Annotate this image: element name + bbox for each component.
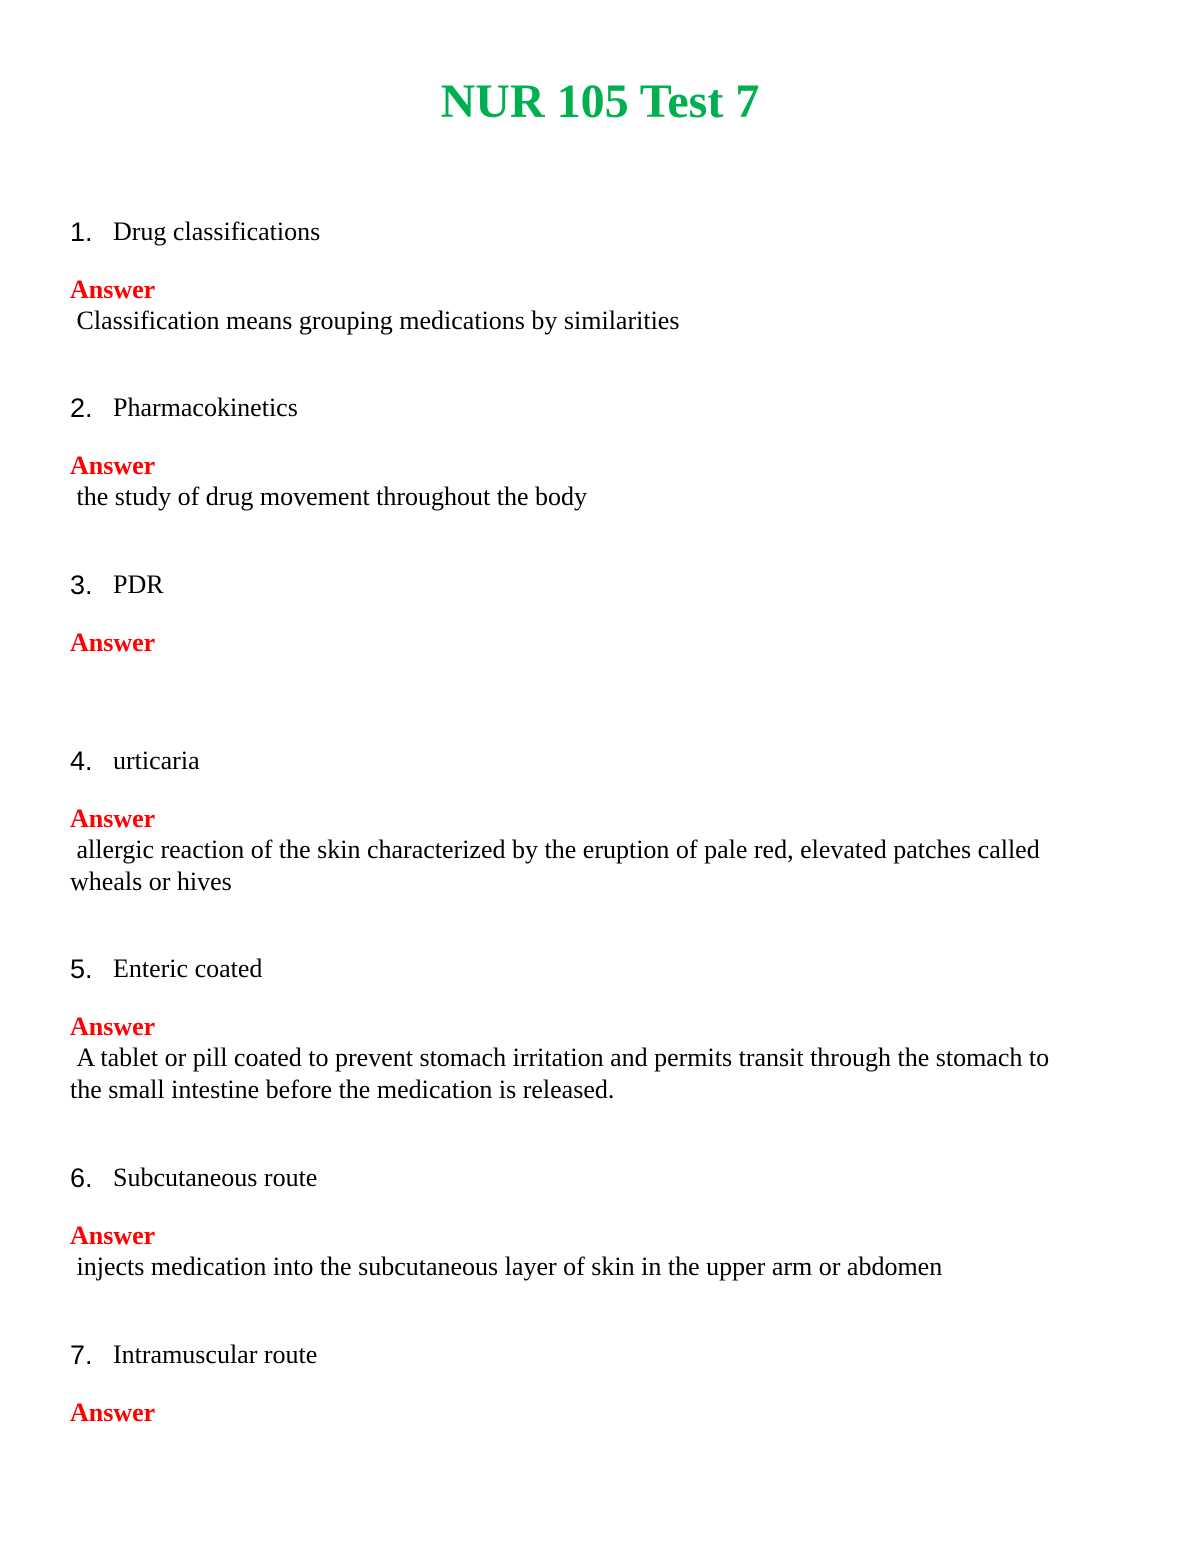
answer-text: injects medication into the subcutaneous layer of skin in the upper arm or abdomen — [70, 1252, 943, 1281]
answer-label: Answer — [70, 275, 156, 304]
question-term: Pharmacokinetics — [113, 393, 298, 422]
question-term: Subcutaneous route — [113, 1163, 318, 1192]
question-line — [70, 212, 1130, 252]
question-item-5 — [70, 949, 1130, 1105]
question-line — [70, 949, 1130, 989]
question-item-2 — [70, 388, 1130, 513]
answer-text: allergic reaction of the skin characterized by the eruption of pale red, elevated patches called wheals or hives — [70, 835, 1040, 896]
answer-label: Answer — [70, 451, 156, 480]
answer-text: the study of drug movement throughout the body — [70, 482, 588, 511]
question-number: 4. — [70, 746, 93, 776]
question-item-7 — [70, 1335, 1130, 1428]
answer-label: Answer — [70, 1012, 156, 1041]
question-number: 7. — [70, 1340, 93, 1370]
question-term: Drug classifications — [113, 217, 321, 246]
question-line — [70, 565, 1130, 605]
question-line — [70, 1158, 1130, 1198]
answer-label: Answer — [70, 1221, 156, 1250]
question-term: Enteric coated — [113, 954, 263, 983]
question-number: 3. — [70, 570, 93, 600]
question-number: 5. — [70, 954, 93, 984]
question-number: 1. — [70, 217, 93, 247]
answer-text: Classification means grouping medications by similarities — [70, 306, 680, 335]
question-number: 2. — [70, 393, 93, 423]
question-item-4 — [70, 741, 1130, 897]
question-term: PDR — [113, 570, 164, 599]
question-line — [70, 1335, 1130, 1375]
answer-label: Answer — [70, 804, 156, 833]
answer-label: Answer — [70, 628, 156, 657]
question-item-1 — [70, 212, 1130, 337]
question-line — [70, 388, 1130, 428]
answer-label: Answer — [70, 1398, 156, 1427]
answer-text: A tablet or pill coated to prevent stomach irritation and permits transit through the stomach to the small intestine before the medication is released. — [70, 1043, 1050, 1104]
question-term: Intramuscular route — [113, 1340, 318, 1369]
question-line — [70, 741, 1130, 781]
page-title: NUR 105 Test 7 — [440, 75, 760, 128]
question-term: urticaria — [113, 746, 200, 775]
question-item-6 — [70, 1158, 1130, 1283]
question-item-3 — [70, 565, 1130, 658]
question-number: 6. — [70, 1163, 93, 1193]
